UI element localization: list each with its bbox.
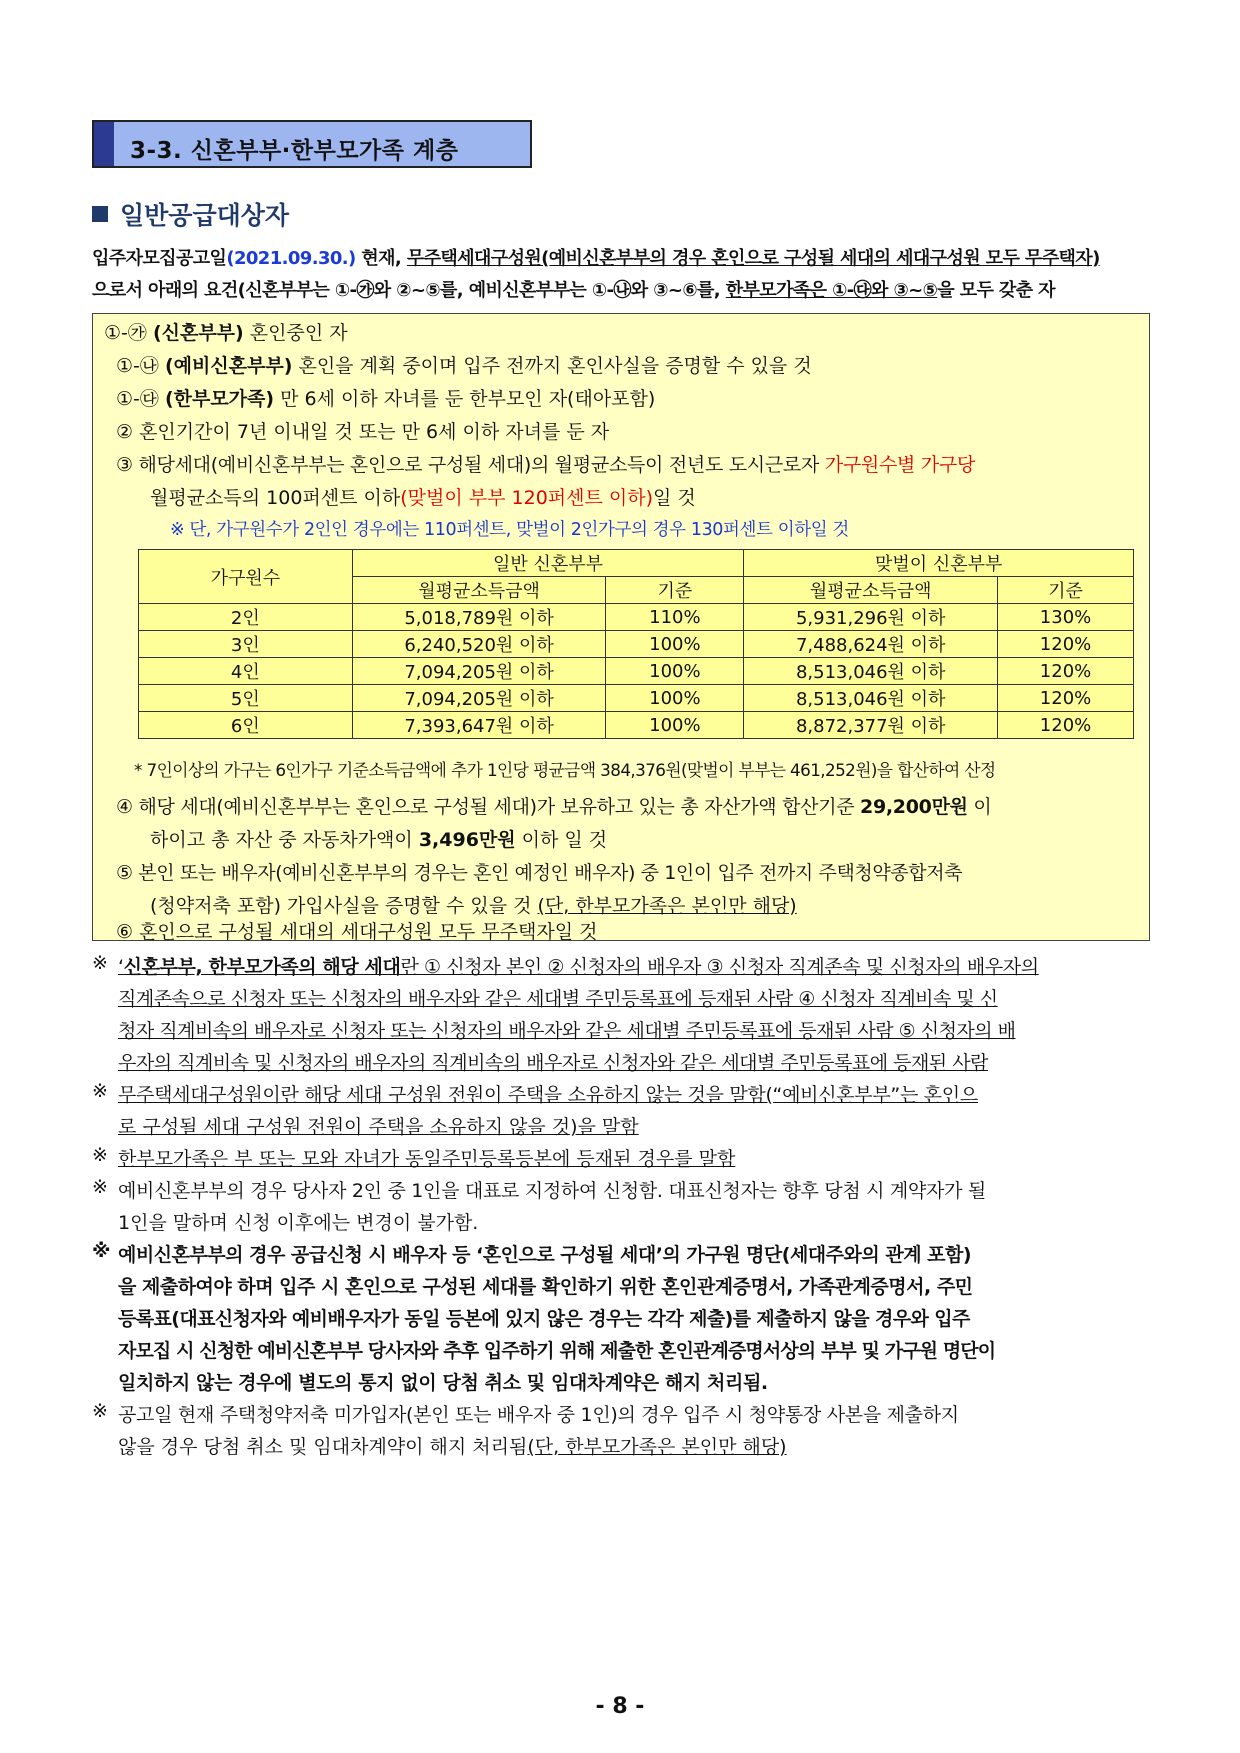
intro-line-2	[92, 276, 1148, 302]
requirement-number: ①-㉰	[116, 388, 159, 410]
announcement-date: (2021.09.30.)	[226, 248, 356, 269]
requirement-3-note: ※ 단, 가구원수가 2인인 경우에는 110퍼센트, 맞벌이 2인가구의 경우 130퍼센트 이하일 것	[170, 520, 849, 540]
cell-dual-pct: 120%	[998, 658, 1134, 685]
intro-line-1	[92, 244, 1148, 270]
square-bullet-icon	[92, 206, 108, 222]
subheading	[92, 196, 289, 232]
note-subscription-line-2	[118, 1432, 1178, 1459]
requirement-text: ④ 해당 세대(예비신혼부부는 혼인으로 구성될 세대)가 보유하고 있는 총 자산가액 합산기준	[116, 796, 861, 818]
note-text: 예비신혼부부의 경우 공급신청 시 배우자 등 ‘혼인으로 구성될 세대’의 가구원 명단(세대주와의 관계 포함)	[118, 1244, 972, 1266]
cell-general-amount: 7,094,205원 이하	[352, 658, 606, 685]
cell-general-amount: 5,018,789원 이하	[352, 604, 606, 631]
requirement-number: ①-㉯	[116, 355, 159, 377]
requirement-number: ①-㉮	[104, 322, 147, 344]
subheading-text: 일반공급대상자	[120, 201, 290, 230]
header-dual-income-couple: 맞벌이 신혼부부	[744, 550, 1134, 577]
cell-members: 6인	[139, 712, 353, 739]
note-text: 공고일 현재 주택청약저축 미가입자(본인 또는 배우자 중 1인)의 경우 입주 시 청약통장 사본을 제출하지	[118, 1404, 959, 1426]
requirement-1b	[116, 351, 812, 378]
section-title-accent-bar	[94, 122, 114, 166]
note-homeless-line-2: 로 구성될 세대 구성원 전원이 주택을 소유하지 않을 것)을 말함	[118, 1116, 639, 1138]
requirement-text: 이	[967, 796, 992, 818]
cell-general-pct: 100%	[606, 712, 744, 739]
intro-text: 현재,	[355, 248, 407, 269]
cell-dual-amount: 8,513,046원 이하	[744, 658, 998, 685]
cell-general-pct: 100%	[606, 631, 744, 658]
cell-general-amount: 6,240,520원 이하	[352, 631, 606, 658]
large-household-note: * 7인이상의 가구는 6인가구 기준소득금액에 추가 1인당 평균금액 384,376원(맞벌이 부부는 461,252원)을 합산하여 산정	[134, 760, 996, 780]
note-prospective-line-5: 일치하지 않는 경우에 별도의 통지 없이 당첨 취소 및 임대차계약은 해지 처리됨.	[118, 1372, 768, 1394]
table-row	[139, 604, 1134, 631]
cell-dual-amount: 8,872,377원 이하	[744, 712, 998, 739]
cell-general-amount: 7,393,647원 이하	[352, 712, 606, 739]
cell-dual-pct: 120%	[998, 685, 1134, 712]
cell-general-pct: 100%	[606, 685, 744, 712]
requirement-5-line-1: ⑤ 본인 또는 배우자(예비신혼부부의 경우는 혼인 예정인 배우자) 중 1인이 입주 전까지 주택청약종합저축	[116, 862, 963, 884]
note-household-definition-line-4: 우자의 직계비속 및 신청자의 배우자의 직계비속의 배우자로 신청자와 같은 세대별 주민등록표에 등재된 사람	[118, 1052, 988, 1074]
requirement-highlight: 가구원수별 가구당	[824, 454, 975, 476]
cell-general-pct: 110%	[606, 604, 744, 631]
note-text: 무주택세대구성원이란 해당 세대 구성원 전원이 주택을 소유하지 않는 것을 말함(“예비신혼부부”는 혼인으	[118, 1084, 978, 1106]
cell-general-pct: 100%	[606, 658, 744, 685]
cell-dual-pct: 130%	[998, 604, 1134, 631]
note-text: 예비신혼부부의 경우 당사자 2인 중 1인을 대표로 지정하여 신청함. 대표신청자는 향후 당첨 시 계약자가 될	[118, 1180, 986, 1202]
requirement-6: ⑥ 혼인으로 구성될 세대의 세대구성원 모두 무주택자일 것	[116, 921, 598, 943]
note-representative-line-2: 1인을 말하며 신청 이후에는 변경이 불가함.	[118, 1212, 479, 1234]
requirement-text: 하이고 총 자산 중 자동차가액이	[150, 829, 419, 851]
cell-dual-amount: 5,931,296원 이하	[744, 604, 998, 631]
subheader-amount: 월평균소득금액	[744, 577, 998, 604]
reference-mark: ※	[92, 1144, 108, 1166]
requirement-3-line-1	[116, 450, 975, 477]
requirement-text: 혼인을 계획 중이며 입주 전까지 혼인사실을 증명할 수 있을 것	[292, 355, 812, 377]
requirement-text: 이하 일 것	[515, 829, 608, 851]
cell-members: 3인	[139, 631, 353, 658]
table-row	[139, 685, 1134, 712]
requirement-label: (예비신혼부부)	[164, 355, 293, 377]
cell-dual-pct: 120%	[998, 631, 1134, 658]
reference-mark: ※	[92, 1240, 110, 1262]
intro-text: 으로서 아래의 요건(신혼부부는 ①-㉮와 ②~⑤를, 예비신혼부부는 ①-㉯와 ③~⑥를,	[92, 280, 726, 301]
requirement-3-line-2	[150, 483, 696, 510]
cell-members: 5인	[139, 685, 353, 712]
requirement-text: 혼인중인 자	[243, 322, 348, 344]
cell-dual-pct: 120%	[998, 712, 1134, 739]
requirement-text: 일 것	[653, 487, 696, 509]
header-members: 가구원수	[139, 550, 353, 604]
table-row	[139, 658, 1134, 685]
cell-members: 2인	[139, 604, 353, 631]
intro-underlined-text: 한부모가족은 ①-㉰와 ③~⑤	[725, 280, 938, 301]
requirement-label: (신혼부부)	[152, 322, 244, 344]
table-row	[139, 631, 1134, 658]
note-household-definition-line-3: 청자 직계비속의 배우자로 신청자 또는 신청자의 배우자와 같은 세대별 주민등록표에 등재된 사람 ⑤ 신청자의 배	[118, 1020, 1016, 1042]
requirement-1a	[104, 318, 348, 345]
requirement-highlight: (맞벌이 부부 120퍼센트 이하)	[400, 487, 653, 509]
reference-mark: ※	[92, 1400, 108, 1422]
requirement-text: 월평균소득의 100퍼센트 이하	[150, 487, 401, 509]
note-text: ‘	[118, 956, 124, 978]
reference-mark: ※	[92, 952, 108, 974]
subheader-criteria: 기준	[998, 577, 1134, 604]
requirement-amount: 3,496만원	[418, 829, 516, 851]
requirement-4-line-1	[116, 792, 991, 819]
subheader-amount: 월평균소득금액	[352, 577, 606, 604]
requirement-1c	[116, 384, 655, 411]
income-criteria-table	[138, 549, 1134, 739]
requirement-4-line-2	[150, 825, 607, 852]
note-underlined-text: (단, 한부모가족은 본인만 해당)	[527, 1436, 787, 1458]
cell-dual-amount: 7,488,624원 이하	[744, 631, 998, 658]
header-general-couple: 일반 신혼부부	[352, 550, 744, 577]
reference-mark: ※	[92, 1176, 108, 1198]
note-bold-text: 신혼부부, 한부모가족의 해당 세대	[123, 956, 401, 978]
table-row	[139, 712, 1134, 739]
requirement-2: ② 혼인기간이 7년 이내일 것 또는 만 6세 이하 자녀를 둔 자	[116, 421, 610, 443]
cell-general-amount: 7,094,205원 이하	[352, 685, 606, 712]
reference-mark: ※	[92, 1080, 108, 1102]
note-prospective-line-3: 등록표(대표신청자와 예비배우자가 동일 등본에 있지 않은 경우는 각각 제출)를 제출하지 않을 경우와 입주	[118, 1308, 970, 1330]
note-text: 않을 경우 당첨 취소 및 임대차계약이 해지 처리됨	[118, 1436, 528, 1458]
note-prospective-line-2: 을 제출하여야 하며 입주 시 혼인으로 구성된 세대를 확인하기 위한 혼인관계증명서, 가족관계증명서, 주민	[118, 1276, 973, 1298]
page-number: - 8 -	[595, 1694, 645, 1719]
note-household-definition-line-2: 직계존속으로 신청자 또는 신청자의 배우자와 같은 세대별 주민등록표에 등재된 사람 ④ 신청자 직계비속 및 신	[118, 988, 998, 1010]
requirement-underlined-text: (단, 한부모가족은 본인만 해당)	[537, 895, 797, 917]
subheader-criteria: 기준	[606, 577, 744, 604]
cell-dual-amount: 8,513,046원 이하	[744, 685, 998, 712]
section-title: 3-3. 신혼부부·한부모가족 계층	[130, 138, 459, 164]
requirement-text: ③ 해당세대(예비신혼부부는 혼인으로 구성될 세대)의 월평균소득이 전년도 도시근로자	[116, 454, 825, 476]
section-title-box	[92, 120, 532, 168]
note-text: 한부모가족은 부 또는 모와 자녀가 동일주민등록등본에 등재된 경우를 말함	[118, 1148, 736, 1170]
intro-text: 입주자모집공고일	[92, 248, 227, 269]
requirement-text: 만 6세 이하 자녀를 둔 한부모인 자(태아포함)	[274, 388, 656, 410]
requirement-text: (청약저축 포함) 가입사실을 증명할 수 있을 것	[150, 895, 538, 917]
requirement-label: (한부모가족)	[164, 388, 275, 410]
requirement-5-line-2	[150, 891, 797, 918]
requirement-amount: 29,200만원	[860, 796, 968, 818]
note-text: 란 ① 신청자 본인 ② 신청자의 배우자 ③ 신청자 직계존속 및 신청자의 배우자의	[400, 956, 1039, 978]
intro-underlined-text: 무주택세대구성원(예비신혼부부의 경우 혼인으로 구성될 세대의 세대구성원 모두 무주택자)	[406, 248, 1100, 269]
note-prospective-line-4: 자모집 시 신청한 예비신혼부부 당사자와 추후 입주하기 위해 제출한 혼인관계증명서상의 부부 및 가구원 명단이	[118, 1340, 996, 1362]
cell-members: 4인	[139, 658, 353, 685]
intro-text: 을 모두 갖춘 자	[937, 280, 1055, 301]
